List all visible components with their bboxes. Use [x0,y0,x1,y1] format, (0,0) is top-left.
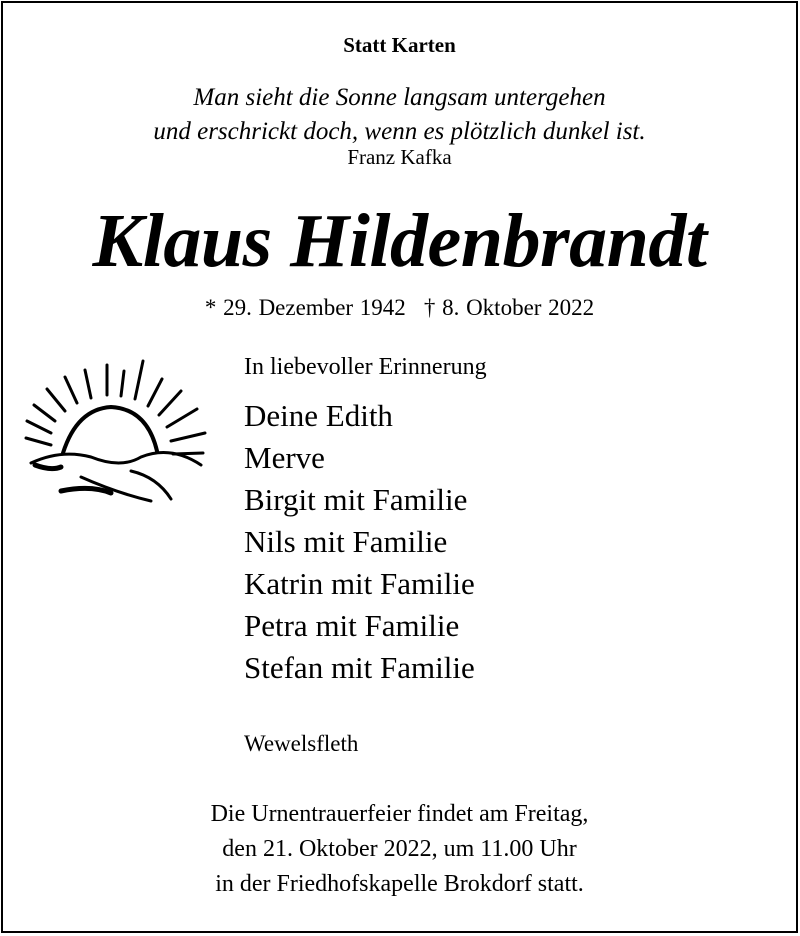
list-item: Merve [244,440,325,475]
mourner-list [244,395,475,689]
service-info [3,797,796,902]
service-line-1: Die Urnentrauerfeier findet am Freitag, [210,801,589,827]
list-item: Petra mit Familie [244,608,460,643]
list-item: Nils mit Familie [244,524,448,559]
list-item: Stefan mit Familie [244,650,475,685]
birth-date: * 29. Dezember 1942 [204,295,406,320]
deceased-name: Klaus Hildenbrandt [92,199,707,283]
header-title: Statt Karten [343,33,456,57]
list-item: Katrin mit Familie [244,566,475,601]
service-line-2: den 21. Oktober 2022, um 11.00 Uhr [222,836,577,862]
sunset-icon [21,353,211,513]
quote-author: Franz Kafka [347,145,452,169]
life-dates [3,295,796,321]
service-line-3: in der Friedhofskapelle Brokdorf statt. [215,871,584,897]
place-name: Wewelsfleth [244,731,359,756]
quote-line-2: und erschrickt doch, wenn es plötzlich dunkel ist. [153,118,646,145]
quote [3,81,796,149]
obituary-notice [1,1,798,933]
list-item: Birgit mit Familie [244,482,468,517]
quote-line-1: Man sieht die Sonne langsam untergehen [193,84,606,111]
death-date: † 8. Oktober 2022 [423,295,595,320]
memorial-intro: In liebevoller Erinnerung [244,354,487,380]
list-item: Deine Edith [244,398,393,433]
